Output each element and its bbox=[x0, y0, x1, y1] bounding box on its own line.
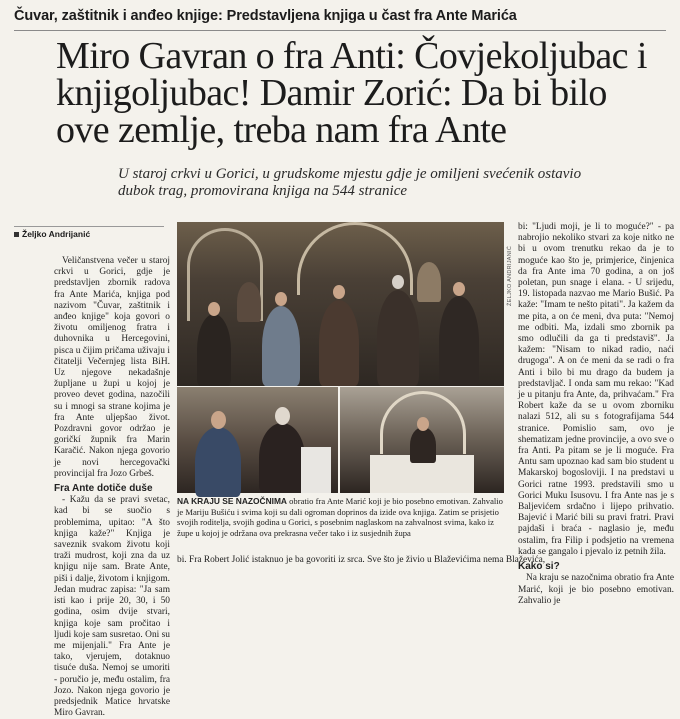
audience-member bbox=[262, 306, 300, 386]
audience-member bbox=[319, 300, 359, 386]
text-column-left bbox=[54, 256, 170, 719]
paragraph: bi: "Ljudi moji, je li to moguće?" - pa nabrojio nekoliko stvari za koje nitko ne bi u ovom trenutku rekao da je to moguće kao što je, primjerice, činjenica da fra Ante ima 70 godina, a on još poletan, pun snage i elana. - U srijedu, 19. listopada nazvao me Mario Bušić. Pa kaže: "Imam te nešto pitati". Ja kažem da me pita, a on će meni, dva puta: "Nemoj me odbiti. Ma, izdali smo zbornik pa smo odlučili da ga ti predstaviš". Ja kažem: "Nisam to nikad radio, naći drugoga". A on će meni da se radi o fra Anti i bilo bi mu drago da budem ja predstavljač. I onda sam mu rekao: "Kad je u pitanju fra Ante, da, prihvaćam." Fra Robert kaže da se u ovom zborniku nalazi 512, ali su s fotografijama 544 stranice. Pomislio sam, ovo je shematizam jedne provincije, a ovo sve o fra Anti. Pa pitam se je li moguće. Fra Antu sam upoznao kad sam bio student u Makarskoj bogosloviji. I na predstavi u Gorici ratne 1993. predstavili smo u Gorici Muku Isusovu. I fra Ante nas je s Baljevićem srdačno i lijepo prihvatio. Bajević i Marić bili su pravi fratri. Pravi pajdaši i braća - naglasio je, među ostalim, fra Filip i podsjetio na vremena kada se gangalo i pjevalo iz petnih žila. bbox=[518, 222, 674, 557]
audience-head bbox=[392, 275, 404, 289]
photo-caption bbox=[177, 496, 507, 538]
photo-speaker bbox=[177, 387, 338, 493]
priest-head bbox=[275, 407, 290, 425]
text-bottom-line: bi. Fra Robert Jolić istaknuo je ba govoriti iz srca. Sve što je živio u Blaževićima nema Blaževića, bbox=[177, 555, 546, 565]
photo-credit: ŽELJKO ANDRIJANIĆ bbox=[507, 245, 513, 306]
paragraph: - Kažu da se pravi svetac, kad bi se suočio s problemima, upitao: "A što knjiga kaže?" Knjiga je saveznik svakom životu koji traži mudrost, koji zna da uz knjigu nije sam. Brate Ante, piši i dalje, životom i knjigom. Jedan mudrac zapisa: "Ja sam isti kao i prije 20, 30, i 50 godina, osim dvije stvari, knjiga koje sam pročitao i ljudi koje sam susretao. Oni su me mijenjali." Fra Ante je tako, vjerujem, dotaknuo tisuće duša. Nemoj se umoriti - poručio je, među ostalim, fra Jozo. Nakon njega govorio je predsjednik Matice hrvatske Miro Gavran. bbox=[54, 495, 170, 719]
audience-member bbox=[417, 262, 441, 302]
audience-head bbox=[275, 292, 287, 306]
caption-lead: NA KRAJU SE NAZOČNIMA bbox=[177, 496, 287, 506]
article-standfirst: U staroj crkvi u Gorici, u grudskome mjestu gdje je omiljeni svećenik ostavio dubok trag, promovirana knjiga na 544 stranice bbox=[118, 166, 582, 199]
article-kicker: Čuvar, zaštitnik i anđeo knjige: Predstavljena knjiga u čast fra Ante Marića bbox=[14, 8, 517, 24]
caption-text: obratio fra Ante Marić koji je bio posebno emotivan. Zahvalio je Mariju Bušiću i svima koji su dali ogroman doprinos da izide ova knjiga. Zatim se prisjetio svojih roditelja, svojih godina u Gorici, s posebnim naglaskom na zahvalnost svima, kako iz župe u kojoj je održana ova prekrasna večer tako i iz susjednih župa bbox=[177, 496, 503, 538]
priest-figure bbox=[259, 423, 305, 493]
article-headline: Miro Gavran o fra Anti: Čovjekoljubac i knjigoljubac! Damir Zorić: Da bi bilo ove zemlje, treba nam fra Ante bbox=[56, 35, 647, 151]
audience-head bbox=[453, 282, 465, 296]
kicker-rule bbox=[14, 30, 666, 31]
byline-author: Željko Andrijanić bbox=[22, 229, 91, 239]
speaker-figure bbox=[195, 427, 241, 497]
audience-head bbox=[208, 302, 220, 316]
priest-figure bbox=[410, 427, 436, 463]
text-column-right bbox=[518, 222, 674, 606]
subheading: Fra Ante dotiče duše bbox=[54, 483, 153, 495]
priest-head bbox=[417, 417, 429, 431]
audience-member bbox=[439, 296, 479, 386]
paragraph: Na kraju se nazočnima obratio fra Ante Marić, koji je bio posebno emotivan. Zahvalio je bbox=[518, 573, 674, 606]
byline-square-icon bbox=[14, 232, 19, 237]
photo-altar bbox=[340, 387, 504, 493]
lectern bbox=[301, 447, 331, 493]
byline bbox=[14, 226, 164, 239]
audience-member bbox=[237, 282, 261, 322]
speaker-head bbox=[211, 411, 226, 429]
audience-head bbox=[333, 285, 345, 299]
paragraph: Veličanstvena večer u staroj crkvi u Gorici, gdje je predstavljen zbornik radova fra Ante Marića, knjiga pod nazivom "Čuvar, zaštitnik i anđeo knjige" koja govori o životu omiljenog fratra i duhovnika u Hercegovini, pisca u čijim pričama uživaju i čitatelji Večernjeg lista BiH. Uz njegove nekadašnje župljane u župi u kojoj je proveo devet godina, nazočili su i mnogi sa strane kojima je fra Ante uljepšao život. Pozdravni govor održao je goričkí župnik fra Marin Karačić. Nakon njega govorio je novi hercegovački provincijal fra Jozo Grbeš. bbox=[54, 256, 170, 479]
photo-audience-church bbox=[177, 222, 504, 386]
subheading: Kako si? bbox=[518, 561, 560, 573]
audience-member bbox=[377, 290, 419, 386]
audience-member bbox=[197, 314, 231, 386]
